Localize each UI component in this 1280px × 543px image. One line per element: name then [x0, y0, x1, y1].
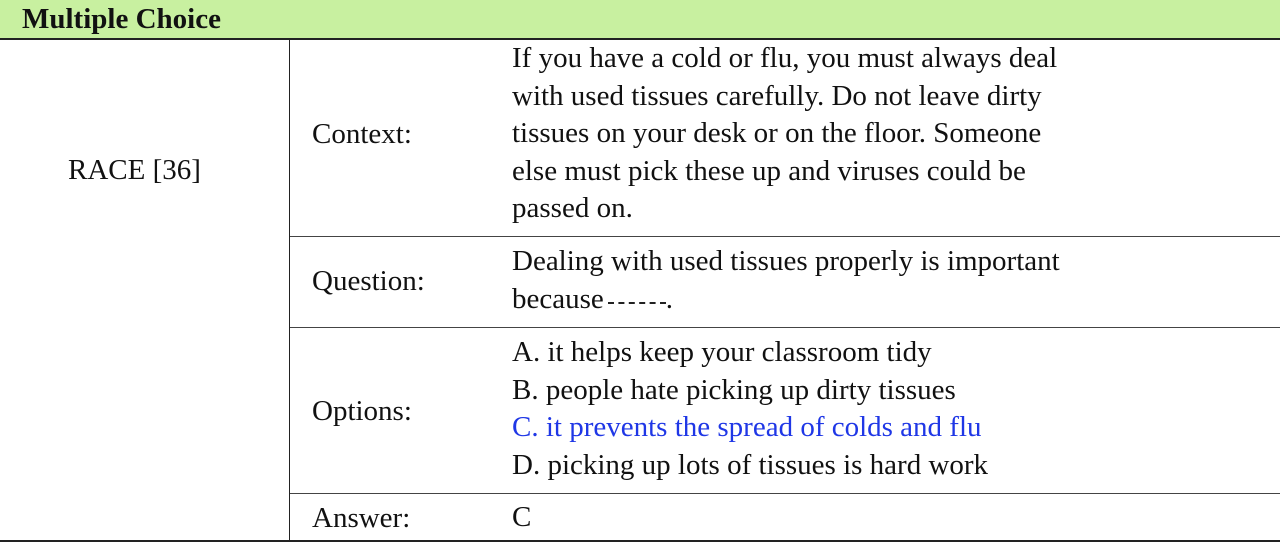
context-text [512, 40, 1057, 228]
question-line: Dealing with used tissues properly is important [512, 245, 1060, 277]
context-line: passed on. [512, 192, 633, 224]
dataset-name: RACE [36] [68, 154, 201, 186]
answer-blank [608, 301, 666, 304]
answer-label: Answer: [312, 502, 411, 534]
table-header [0, 0, 1280, 40]
context-line: tissues on your desk or on the floor. Someone [512, 117, 1042, 149]
context-label: Context: [312, 118, 412, 150]
context-line: else must pick these up and viruses could be [512, 154, 1026, 187]
context-line: If you have a cold or flu, you must always deal [512, 42, 1058, 74]
options-label: Options: [312, 395, 412, 427]
table-header-title: Multiple Choice [22, 3, 221, 35]
option-c-correct: C. it prevents the spread of colds and flu [512, 411, 982, 443]
question-line-2 [512, 281, 1060, 319]
option-a: A. it helps keep your classroom tidy [512, 336, 932, 368]
question-text [512, 243, 1060, 318]
column-divider [289, 40, 290, 540]
row-divider [290, 493, 1280, 494]
row-divider [290, 236, 1280, 237]
option-b: B. people hate picking up dirty tissues [512, 373, 956, 406]
question-because: because [512, 282, 604, 315]
question-period: . [665, 282, 674, 315]
option-d: D. picking up lots of tissues is hard work [512, 448, 989, 481]
options-list [512, 334, 988, 484]
answer-value: C [512, 501, 532, 533]
question-label: Question: [312, 265, 425, 297]
context-line: with used tissues carefully. Do not leave dirty [512, 79, 1042, 112]
table-bottom-rule [0, 540, 1280, 542]
row-divider [290, 327, 1280, 328]
answer-value-cell [512, 499, 531, 537]
